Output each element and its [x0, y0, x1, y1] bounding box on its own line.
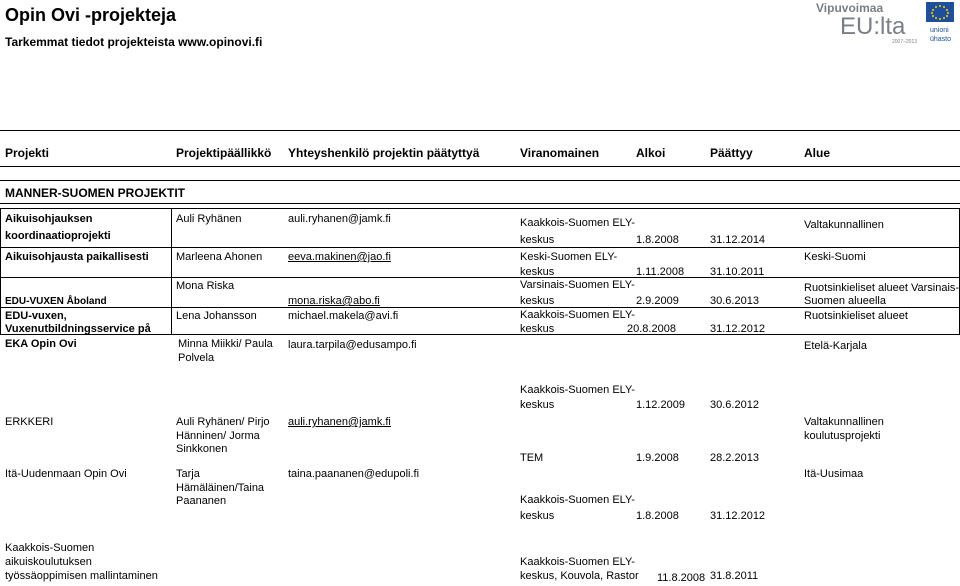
cell-viranomainen: keskus: [520, 295, 555, 307]
cell-alkoi: 1.8.2008: [636, 510, 679, 522]
col-header-projektipaallikko: Projektipäällikkö: [176, 146, 272, 160]
logo-years: 2007–2013: [892, 39, 918, 45]
cell-alue: Suomen alueella: [804, 295, 886, 307]
cell-alue: Itä-Uusimaa: [804, 468, 864, 480]
cell-viranomainen: keskus: [520, 323, 555, 335]
flag-line1: unioni: [930, 27, 949, 34]
cell-projekti: aikuiskoulutuksen: [5, 556, 92, 568]
cell-viranomainen: keskus: [520, 266, 555, 278]
cell-alue: Valtakunnallinen: [804, 219, 884, 231]
cell-alkoi: 11.8.2008: [657, 572, 706, 584]
cell-viranomainen: TEM: [520, 452, 544, 464]
column-rule: [171, 208, 172, 335]
cell-viranomainen: Kaakkois-Suomen ELY-: [520, 384, 635, 396]
cell-paallikko: Hämäläinen/Taina: [176, 482, 265, 494]
cell-alue: Ruotsinkieliset alueet: [804, 310, 908, 322]
row-rule: [0, 208, 960, 209]
cell-viranomainen: Keski-Suomen ELY-: [520, 251, 618, 263]
cell-paallikko: Hänninen/ Jorma: [176, 430, 260, 442]
cell-viranomainen: Varsinais-Suomen ELY-: [520, 279, 635, 291]
cell-projekti: EKA Opin Ovi: [5, 338, 77, 350]
cell-alkoi: 1.8.2008: [636, 234, 679, 246]
cell-viranomainen: keskus: [520, 399, 555, 411]
header-bottom-rule: [0, 166, 960, 167]
col-header-alkoi: Alkoi: [636, 146, 666, 160]
cell-yhteys: eeva.makinen@jao.fi: [288, 251, 391, 263]
column-rule: [0, 208, 1, 335]
cell-projekti: Kaakkois-Suomen: [5, 542, 95, 554]
section-heading: MANNER-SUOMEN PROJEKTIT: [5, 186, 186, 200]
cell-alkoi: 1.11.2008: [636, 266, 685, 278]
cell-yhteys: taina.paananen@edupoli.fi: [288, 468, 420, 480]
col-header-yhteyshenkilo: Yhteyshenkilö projektin päätyttyä: [288, 146, 480, 160]
row-rule: [0, 247, 960, 248]
cell-paallikko: Marleena Ahonen: [176, 251, 263, 263]
cell-paattyy: 30.6.2012: [710, 399, 759, 411]
eu-logo: [808, 0, 960, 46]
cell-alkoi: 1.12.2009: [636, 399, 685, 411]
cell-viranomainen: keskus, Kouvola, Rastor: [520, 570, 639, 582]
eu-logo-graphic: [808, 0, 960, 46]
cell-paallikko: Polvela: [178, 352, 215, 364]
cell-projekti: työssäoppimisen mallintaminen: [5, 570, 158, 582]
logo-eu: EU:lta: [840, 13, 906, 40]
cell-projekti: EDU-vuxen,: [5, 310, 67, 322]
cell-paattyy: 31.12.2012: [710, 323, 766, 335]
cell-projekti: koordinaatioprojekti: [5, 230, 111, 242]
cell-paattyy: 31.12.2014: [710, 234, 766, 246]
col-header-projekti: Projekti: [5, 146, 50, 160]
cell-alue: koulutusprojekti: [804, 430, 881, 442]
cell-paattyy: 31.12.2012: [710, 510, 766, 522]
cell-yhteys: auli.ryhanen@jamk.fi: [288, 416, 391, 428]
page-subtitle: Tarkemmat tiedot projekteista www.opinovi.fi: [5, 35, 263, 49]
col-header-viranomainen: Viranomainen: [520, 146, 600, 160]
cell-yhteys: auli.ryhanen@jamk.fi: [288, 213, 391, 225]
cell-projekti: Vuxenutbildningsservice på: [5, 323, 151, 335]
cell-alkoi: 1.9.2008: [636, 452, 679, 464]
cell-viranomainen: Kaakkois-Suomen ELY-: [520, 217, 635, 229]
page-title: Opin Ovi -projekteja: [5, 5, 177, 25]
cell-yhteys: michael.makela@avi.fi: [288, 310, 399, 322]
row-rule: [0, 277, 960, 278]
cell-paallikko: Auli Ryhänen/ Pirjo: [176, 416, 270, 428]
header-top-rule: [0, 130, 960, 131]
cell-projekti: Itä-Uudenmaan Opin Ovi: [5, 468, 127, 480]
cell-yhteys: mona.riska@abo.fi: [288, 295, 380, 307]
cell-paattyy: 28.2.2013: [710, 452, 759, 464]
cell-paallikko: Auli Ryhänen: [176, 213, 242, 225]
cell-viranomainen: keskus: [520, 510, 555, 522]
cell-paallikko: Tarja: [176, 468, 200, 480]
cell-paallikko: Paananen: [176, 495, 227, 507]
cell-projekti: EDU-VUXEN Åboland: [5, 296, 107, 307]
cell-projekti: ERKKERI: [5, 416, 54, 428]
cell-viranomainen: Kaakkois-Suomen ELY-: [520, 556, 635, 568]
cell-alue: Ruotsinkieliset alueet Varsinais-: [804, 282, 960, 294]
cell-viranomainen: Kaakkois-Suomen ELY-: [520, 494, 635, 506]
cell-alue: Valtakunnallinen: [804, 416, 884, 428]
cell-paallikko: Minna Miikki/ Paula: [178, 338, 273, 350]
cell-viranomainen: Kaakkois-Suomen ELY-: [520, 309, 635, 321]
cell-paallikko: Sinkkonen: [176, 443, 228, 455]
cell-alue: Keski-Suomi: [804, 251, 866, 263]
section-top-rule: [0, 180, 960, 181]
cell-yhteys: laura.tarpila@edusampo.fi: [288, 339, 417, 351]
cell-viranomainen: keskus: [520, 234, 555, 246]
cell-paallikko: Lena Johansson: [176, 310, 257, 322]
cell-alkoi: 20.8.2008: [627, 323, 676, 335]
flag-line2: ühasto: [930, 36, 952, 43]
col-header-paattyy: Päättyy: [710, 146, 753, 160]
col-header-alue: Alue: [804, 146, 831, 160]
cell-projekti: Aikuisohjausta paikallisesti: [5, 251, 149, 263]
cell-alue: Etelä-Karjala: [804, 340, 867, 352]
cell-paallikko: Mona Riska: [176, 280, 235, 292]
section-bottom-rule: [0, 203, 960, 204]
cell-paattyy: 31.10.2011: [710, 266, 765, 278]
cell-alkoi: 2.9.2009: [636, 295, 679, 307]
cell-projekti: Aikuisohjauksen: [5, 213, 93, 225]
cell-paattyy: 31.8.2011: [710, 570, 759, 582]
cell-paattyy: 30.6.2013: [710, 295, 759, 307]
logo-brand: Vipuvoimaa: [816, 1, 884, 15]
